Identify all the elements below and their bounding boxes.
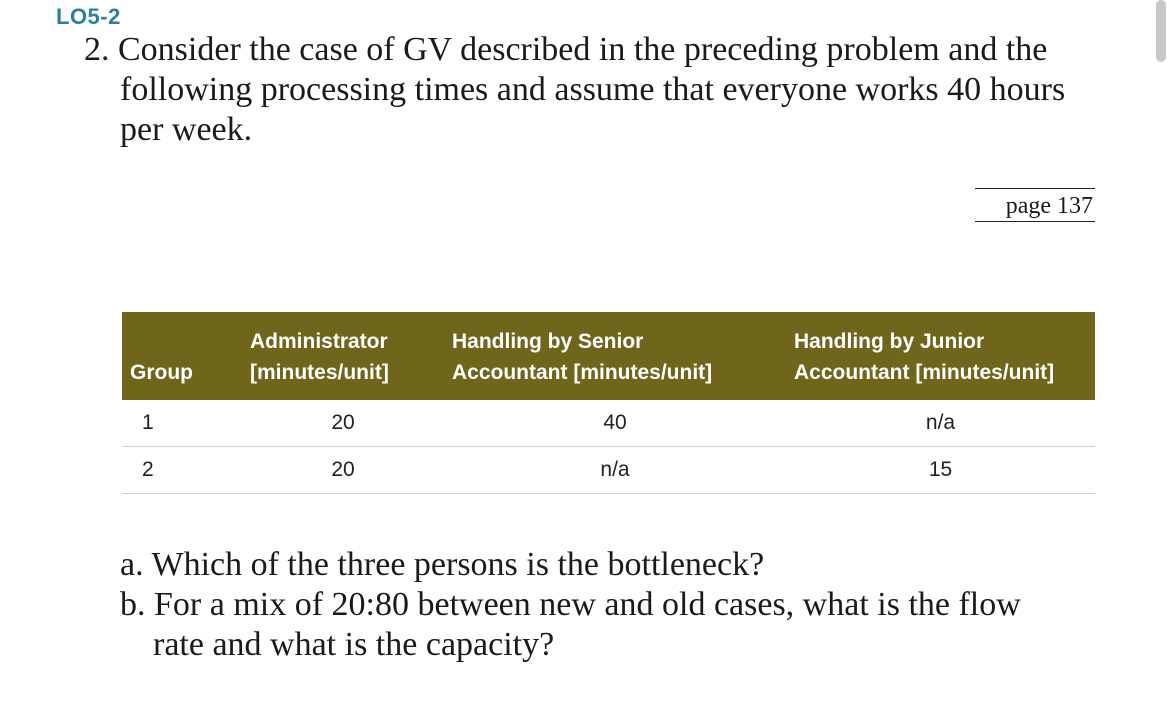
cell-group-2: 2 [122, 447, 242, 494]
header-administrator [242, 312, 444, 400]
header-administrator-line2: [minutes/unit] [250, 361, 389, 384]
page-marker: page 137 [975, 188, 1095, 222]
cell-senior-2: n/a [444, 447, 786, 494]
header-junior-accountant [786, 312, 1095, 400]
table-row [122, 447, 1095, 494]
header-group-line2: Group [130, 361, 193, 384]
header-junior-line1: Handling by Junior [794, 330, 985, 353]
problem-line-1 [84, 30, 1104, 70]
problem-line-2: following processing times and assume that everyone works 40 hours [120, 71, 1066, 108]
header-group [122, 312, 242, 400]
problem-number: 2. [84, 31, 110, 68]
cell-junior-1: n/a [786, 400, 1095, 447]
cell-junior-2: 15 [786, 447, 1095, 494]
processing-times-table [122, 312, 1095, 494]
problem-line-3: per week. [120, 111, 253, 148]
cell-admin-1: 20 [242, 400, 444, 447]
table-header-row [122, 312, 1095, 400]
problem-text-1: Consider the case of GV described in the preceding problem and the [118, 31, 1048, 68]
header-administrator-line1: Administrator [250, 330, 388, 353]
cell-senior-1: 40 [444, 400, 786, 447]
question-b-line2: rate and what is the capacity? [153, 626, 555, 663]
scrollbar[interactable] [1156, 0, 1166, 62]
questions [120, 545, 1021, 665]
header-junior-line2: Accountant [minutes/unit] [794, 361, 1055, 384]
learning-objective-tag: LO5-2 [56, 4, 121, 29]
table-row [122, 400, 1095, 447]
header-senior-line2: Accountant [minutes/unit] [452, 361, 713, 384]
cell-group-1: 1 [122, 400, 242, 447]
header-senior-line1: Handling by Senior [452, 330, 644, 353]
cell-admin-2: 20 [242, 447, 444, 494]
question-b-line1: b. For a mix of 20:80 between new and old cases, what is the flow [120, 586, 1021, 623]
header-senior-accountant [444, 312, 786, 400]
question-a: a. Which of the three persons is the bottleneck? [120, 546, 765, 583]
problem-statement [84, 30, 1104, 150]
